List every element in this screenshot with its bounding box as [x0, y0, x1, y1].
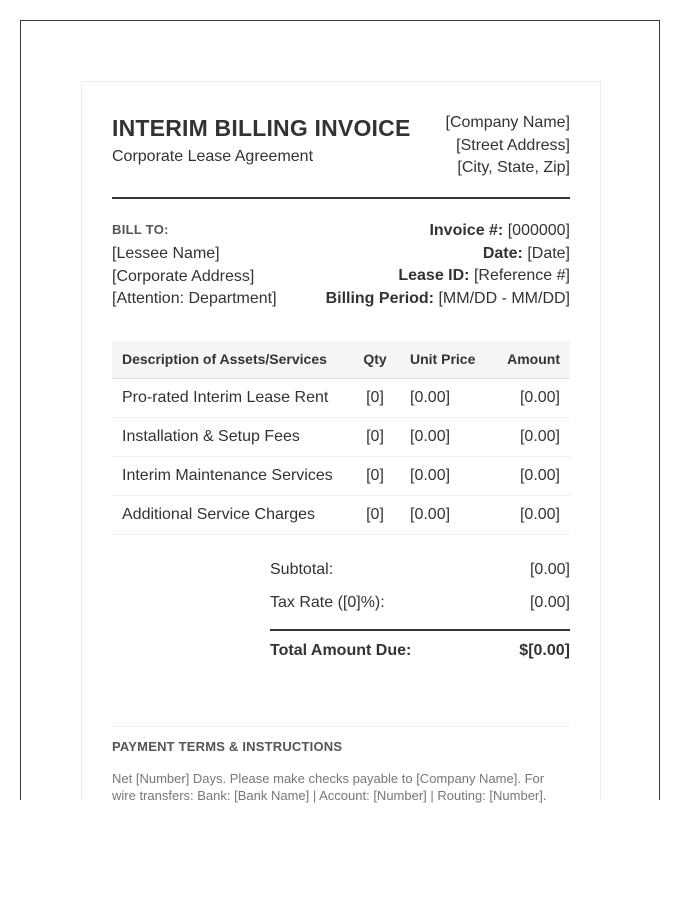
meta-label: Invoice #: [429, 222, 504, 239]
table-row [112, 495, 570, 534]
meta-value: [MM/DD - MM/DD] [438, 289, 570, 307]
billing-info [112, 220, 570, 311]
row-unit-price: [0.00] [400, 417, 495, 456]
terms-text: Net [Number] Days. Please make checks payable to [Company Name]. For wire transfers: Bank: [Bank Name] | Account: [Number] | Routing: [Number]. [112, 770, 547, 803]
company-street: [Street Address] [456, 136, 570, 154]
row-amount: [0.00] [495, 417, 570, 456]
total-due-row [270, 629, 570, 672]
totals-block [270, 561, 570, 672]
table-header-row [112, 341, 570, 379]
meta-value: [000000] [507, 222, 570, 239]
total-label: Total Amount Due: [270, 641, 412, 659]
meta-value: [Date] [527, 244, 570, 262]
bill-to-label: BILL TO: [112, 222, 169, 237]
invoice-meta [326, 220, 570, 311]
invoice-header [112, 112, 570, 199]
company-city: [City, State, Zip] [457, 159, 570, 176]
row-amount: [0.00] [495, 456, 570, 495]
meta-label: Date: [482, 244, 523, 262]
lessee-name: [Lessee Name] [112, 245, 220, 262]
meta-value: [Reference #] [473, 267, 570, 284]
row-amount: [0.00] [495, 495, 570, 534]
row-description: Pro-rated Interim Lease Rent [112, 378, 350, 417]
table-row [112, 456, 570, 495]
row-unit-price: [0.00] [400, 495, 495, 534]
total-value: $[0.00] [519, 641, 570, 659]
row-qty: [0] [350, 495, 400, 534]
table-row [112, 378, 570, 417]
row-description: Interim Maintenance Services [112, 456, 350, 495]
tax-label: Tax Rate ([0]%): [270, 593, 385, 611]
row-qty: [0] [350, 456, 400, 495]
bill-to-block [112, 220, 277, 311]
invoice-subtitle: Corporate Lease Agreement [112, 148, 314, 165]
row-amount: [0.00] [495, 378, 570, 417]
title-block [112, 112, 411, 166]
corporate-address: [Corporate Address] [112, 267, 255, 285]
subtotal-label: Subtotal: [270, 560, 334, 578]
meta-lease-id [326, 265, 570, 288]
header-description: Description of Assets/Services [112, 341, 350, 379]
meta-label: Billing Period: [325, 289, 435, 307]
header-unit-price: Unit Price [400, 341, 495, 379]
row-description: Additional Service Charges [112, 495, 350, 534]
invoice-content [112, 112, 570, 805]
meta-date [326, 243, 570, 266]
terms-title: PAYMENT TERMS & INSTRUCTIONS [112, 738, 343, 754]
company-address [446, 112, 571, 180]
row-unit-price: [0.00] [400, 456, 495, 495]
meta-label: Lease ID: [398, 267, 470, 284]
line-items-table [112, 341, 570, 535]
attention-department: [Attention: Department] [112, 290, 277, 307]
row-qty: [0] [350, 378, 400, 417]
payment-terms [112, 726, 570, 805]
tax-row [270, 594, 570, 627]
row-description: Installation & Setup Fees [112, 417, 350, 456]
row-qty: [0] [350, 417, 400, 456]
tax-value: [0.00] [529, 593, 570, 611]
header-amount: Amount [495, 341, 570, 379]
invoice-title: INTERIM BILLING INVOICE [112, 115, 411, 141]
meta-invoice-number [326, 220, 570, 243]
header-qty: Qty [350, 341, 400, 379]
company-name: [Company Name] [445, 114, 570, 131]
row-unit-price: [0.00] [400, 378, 495, 417]
subtotal-value: [0.00] [529, 560, 570, 578]
table-row [112, 417, 570, 456]
meta-billing-period [326, 288, 570, 311]
subtotal-row [270, 561, 570, 594]
